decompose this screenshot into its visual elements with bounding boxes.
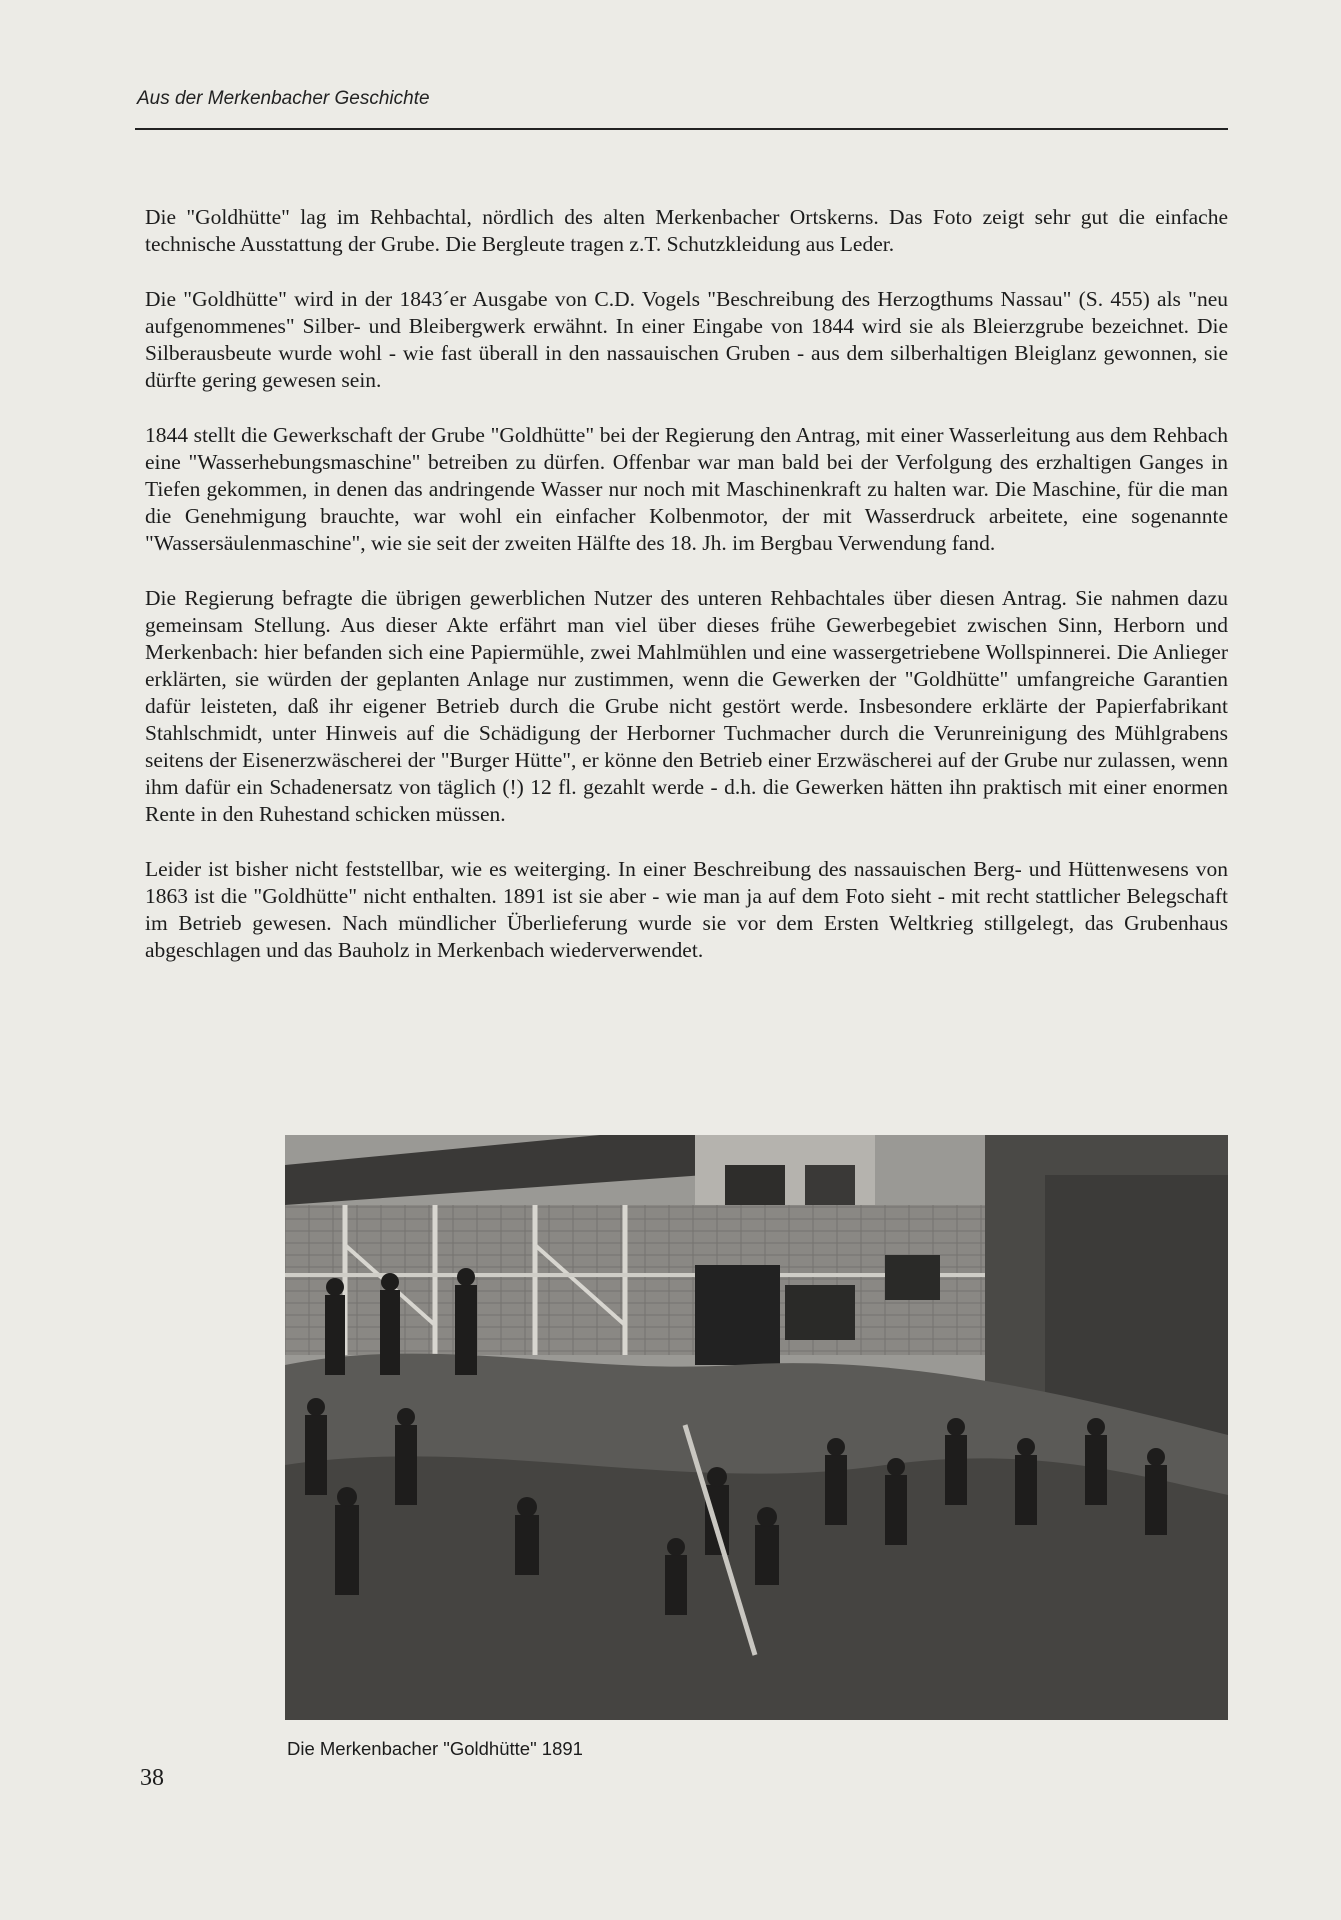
paragraph-5: Leider ist bisher nicht feststellbar, wie es weiterging. In einer Beschreibung des nassauischen Berg- und Hüttenwesens von 1863 ist die "Goldhütte" nicht enthalten. 1891 ist sie aber - wie man ja auf dem Foto sieht - mit recht stattlicher Belegschaft im Betrieb gewesen. Nach mündlicher Überlieferung wurde sie vor dem Ersten Weltkrieg stillgelegt, das Grubenhaus abgeschlagen und das Bauholz in Merkenbach wiederverwendet. (145, 857, 1228, 962)
historic-mine-photo (285, 1135, 1228, 1720)
header-rule (135, 128, 1228, 130)
page-number: 38 (140, 1765, 164, 1791)
running-header: Aus der Merkenbacher Geschichte (137, 88, 430, 109)
paragraph-4: Die Regierung befragte die übrigen gewerblichen Nutzer des unteren Rehbachtales über diesen Antrag. Sie nahmen dazu gemeinsam Stellung. Aus dieser Akte erfährt man viel über dieses frühe Gewerbegebiet zwischen Sinn, Herborn und Merkenbach: hier befanden sich eine Papiermühle, zwei Mahlmühlen und eine wassergetriebene Wollspinnerei. Die Anlieger erklärten, sie würden der geplanten Anlage nur zustimmen, wenn die Gewerken der "Goldhütte" umfangreiche Garantien dafür leisteten, daß ihr eigener Betrieb durch die Grube nicht gestört werde. Insbesondere erklärte der Papierfabrikant Stahlschmidt, unter Hinweis auf die Schädigung der Herborner Tuchmacher durch die Verunreinigung des Mühlgrabens seitens der Eisenerzwäscherei der "Burger Hütte", er könne den Betrieb einer Erzwäscherei auf der Grube nur zulassen, wenn ihm dafür ein Schadenersatz von täglich (!) 12 fl. gezahlt werde - d.h. die Gewerken hätten ihn praktisch mit einer enormen Rente in den Ruhestand schicken müssen. (145, 586, 1228, 826)
paragraph-1: Die "Goldhütte" lag im Rehbachtal, nördlich des alten Merkenbacher Ortskerns. Das Foto zeigt sehr gut die einfache technische Ausstattung der Grube. Die Bergleute tragen z.T. Schutzkleidung aus Leder. (145, 205, 1228, 256)
paragraph-3: 1844 stellt die Gewerkschaft der Grube "Goldhütte" bei der Regierung den Antrag, mit einer Wasserleitung aus dem Rehbach eine "Wasserhebungsmaschine" betreiben zu dürfen. Offenbar war man bald bei der Verfolgung des erzhaltigen Ganges in Tiefen gekommen, in denen das andringende Wasser nur noch mit Maschinenkraft zu halten war. Die Maschine, für die man die Genehmigung brauchte, war wohl ein einfacher Kolbenmotor, der mit Wasserdruck arbeitete, eine sogenannte "Wassersäulenmaschine", wie sie seit der zweiten Hälfte des 18. Jh. im Bergbau Verwendung fand. (145, 423, 1228, 555)
photo-illustration (285, 1135, 1228, 1720)
article-body (145, 204, 1228, 992)
photo-caption: Die Merkenbacher "Goldhütte" 1891 (287, 1738, 583, 1759)
paragraph-2: Die "Goldhütte" wird in der 1843´er Ausgabe von C.D. Vogels "Beschreibung des Herzogthums Nassau" (S. 455) als "neu aufgenommenes" Silber- und Bleibergwerk erwähnt. In einer Eingabe von 1844 wird sie als Bleierzgrube bezeichnet. Die Silberausbeute wurde wohl - wie fast überall in den nassauischen Gruben - aus dem silberhaltigen Bleiglanz gewonnen, sie dürfte gering gewesen sein. (145, 287, 1228, 392)
